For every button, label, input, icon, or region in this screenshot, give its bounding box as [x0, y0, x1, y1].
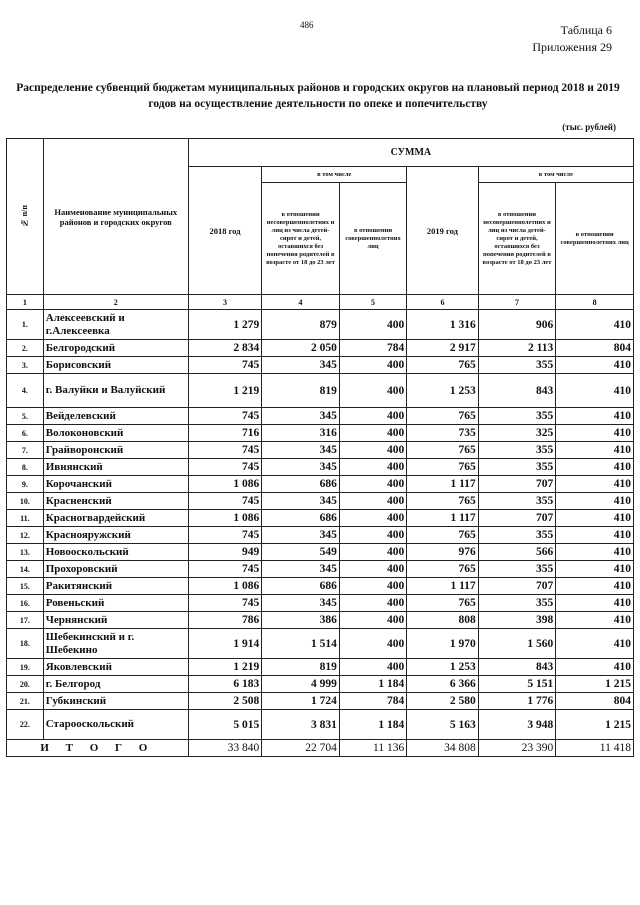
- amount-2018-minors: 345: [262, 408, 340, 425]
- amount-2019: 2 917: [407, 340, 478, 357]
- amount-2019: 765: [407, 527, 478, 544]
- amount-2018: 1 086: [188, 476, 262, 493]
- amount-2019-minors: 707: [478, 510, 556, 527]
- table-row: [7, 612, 634, 629]
- amount-2018: 716: [188, 425, 262, 442]
- district-name: Белгородский: [43, 340, 188, 357]
- row-number: 6.: [7, 425, 44, 442]
- amount-2018-minors: 345: [262, 442, 340, 459]
- amount-2019-minors: 355: [478, 459, 556, 476]
- table-row: [7, 659, 634, 676]
- table-row: [7, 408, 634, 425]
- subsidy-table: [6, 138, 634, 757]
- amount-2019-minors: 906: [478, 310, 556, 340]
- amount-2019-minors: 1 776: [478, 693, 556, 710]
- header-col-name: Наименование муниципальных районов и городских округов: [43, 139, 188, 295]
- column-number: 3: [188, 295, 262, 310]
- header-in-that-number-2019: в том числе: [478, 167, 633, 183]
- district-name: Алексеевский и г.Алексеевка: [43, 310, 188, 340]
- amount-2019-minors: 843: [478, 659, 556, 676]
- amount-2019-adults: 410: [556, 578, 634, 595]
- amount-2019-minors: 5 151: [478, 676, 556, 693]
- amount-2019-minors: 355: [478, 595, 556, 612]
- amount-2018-adults: 400: [339, 425, 406, 442]
- annex-label-block: [532, 22, 612, 56]
- row-number: 18.: [7, 629, 44, 659]
- row-number: 2.: [7, 340, 44, 357]
- table-row: [7, 459, 634, 476]
- amount-2018: 2 834: [188, 340, 262, 357]
- column-number: 5: [339, 295, 406, 310]
- amount-2018: 745: [188, 442, 262, 459]
- amount-2019-adults: 410: [556, 493, 634, 510]
- amount-2018: 1 086: [188, 510, 262, 527]
- table-row: [7, 676, 634, 693]
- district-name: г. Белгород: [43, 676, 188, 693]
- row-number: 22.: [7, 710, 44, 740]
- column-number: 4: [262, 295, 340, 310]
- amount-2019-adults: 410: [556, 527, 634, 544]
- amount-2019: 1 316: [407, 310, 478, 340]
- amount-2019-minors: 566: [478, 544, 556, 561]
- row-number: 21.: [7, 693, 44, 710]
- amount-2018-adults: 400: [339, 442, 406, 459]
- amount-2018-minors: 1 514: [262, 629, 340, 659]
- column-number: 2: [43, 295, 188, 310]
- district-name: Новооскольский: [43, 544, 188, 561]
- amount-2019: 1 253: [407, 374, 478, 408]
- row-number: 4.: [7, 374, 44, 408]
- amount-2018-minors: 386: [262, 612, 340, 629]
- district-name: Ивнянский: [43, 459, 188, 476]
- amount-2018-minors: 345: [262, 357, 340, 374]
- district-name: Волоконовский: [43, 425, 188, 442]
- amount-2018-minors: 686: [262, 476, 340, 493]
- amount-2019-adults: 410: [556, 612, 634, 629]
- row-number: 7.: [7, 442, 44, 459]
- amount-2018: 745: [188, 493, 262, 510]
- amount-2019: 5 163: [407, 710, 478, 740]
- total-2018: 33 840: [188, 740, 262, 757]
- amount-2018-adults: 1 184: [339, 710, 406, 740]
- amount-2018-minors: 879: [262, 310, 340, 340]
- table-row: [7, 527, 634, 544]
- row-number: 9.: [7, 476, 44, 493]
- amount-2019-adults: 804: [556, 693, 634, 710]
- district-name: Старооскольский: [43, 710, 188, 740]
- column-number: 1: [7, 295, 44, 310]
- table-row: [7, 442, 634, 459]
- amount-2018-minors: 4 999: [262, 676, 340, 693]
- total-2019: 34 808: [407, 740, 478, 757]
- amount-2018-minors: 2 050: [262, 340, 340, 357]
- amount-2018-adults: 400: [339, 493, 406, 510]
- table-row: [7, 493, 634, 510]
- amount-2018-adults: 400: [339, 310, 406, 340]
- row-number: 16.: [7, 595, 44, 612]
- amount-2019: 1 117: [407, 476, 478, 493]
- amount-2019: 2 580: [407, 693, 478, 710]
- header-2018-adults: в отношении совершеннолетних лиц: [339, 183, 406, 295]
- header-sum: СУММА: [188, 139, 633, 167]
- amount-2019-adults: 410: [556, 476, 634, 493]
- total-2018-minors: 22 704: [262, 740, 340, 757]
- table-row: [7, 595, 634, 612]
- amount-2018-adults: 400: [339, 527, 406, 544]
- header-in-that-number-2018: в том числе: [262, 167, 407, 183]
- district-name: Краснояружский: [43, 527, 188, 544]
- total-2019-minors: 23 390: [478, 740, 556, 757]
- amount-2019-adults: 1 215: [556, 676, 634, 693]
- amount-2018-minors: 316: [262, 425, 340, 442]
- amount-2019-minors: 398: [478, 612, 556, 629]
- amount-2018-minors: 819: [262, 659, 340, 676]
- amount-2019-minors: 843: [478, 374, 556, 408]
- amount-2018: 745: [188, 527, 262, 544]
- amount-2019-minors: 355: [478, 408, 556, 425]
- amount-2018-adults: 1 184: [339, 676, 406, 693]
- district-name: Чернянский: [43, 612, 188, 629]
- amount-2018-adults: 400: [339, 544, 406, 561]
- header-2019-adults: в отношении совершеннолетних лиц: [556, 183, 634, 295]
- table-row: [7, 310, 634, 340]
- amount-2018-minors: 345: [262, 527, 340, 544]
- amount-2019-minors: 325: [478, 425, 556, 442]
- table-row: [7, 561, 634, 578]
- amount-2018-adults: 400: [339, 612, 406, 629]
- amount-2018: 786: [188, 612, 262, 629]
- amount-2018-minors: 345: [262, 459, 340, 476]
- amount-2019-adults: 804: [556, 340, 634, 357]
- amount-2019-minors: 355: [478, 527, 556, 544]
- table-row: [7, 425, 634, 442]
- amount-2018-adults: 400: [339, 595, 406, 612]
- row-number: 17.: [7, 612, 44, 629]
- amount-2018-minors: 3 831: [262, 710, 340, 740]
- total-label: И Т О Г О: [7, 740, 189, 757]
- row-number: 20.: [7, 676, 44, 693]
- total-2019-adults: 11 418: [556, 740, 634, 757]
- header-2018: 2018 год: [188, 167, 262, 295]
- header-2018-minors: в отношении несовершеннолетних и лиц из числа детей-сирот и детей, оставшихся без попечения родителей в возрасте от 18 до 23 лет: [262, 183, 340, 295]
- amount-2018: 745: [188, 459, 262, 476]
- header-2019: 2019 год: [407, 167, 478, 295]
- amount-2018-minors: 345: [262, 493, 340, 510]
- amount-2019: 735: [407, 425, 478, 442]
- amount-2019-adults: 410: [556, 595, 634, 612]
- amount-2019-minors: 355: [478, 561, 556, 578]
- row-number: 12.: [7, 527, 44, 544]
- amount-2018-minors: 1 724: [262, 693, 340, 710]
- amount-2018-adults: 400: [339, 629, 406, 659]
- amount-2018: 949: [188, 544, 262, 561]
- amount-2019: 765: [407, 408, 478, 425]
- district-name: Ракитянский: [43, 578, 188, 595]
- amount-2019-minors: 355: [478, 357, 556, 374]
- amount-2018-adults: 784: [339, 693, 406, 710]
- amount-2019-adults: 1 215: [556, 710, 634, 740]
- amount-2019: 765: [407, 357, 478, 374]
- district-name: Красногвардейский: [43, 510, 188, 527]
- amount-2018: 1 219: [188, 659, 262, 676]
- amount-2018-adults: 400: [339, 357, 406, 374]
- column-number: 8: [556, 295, 634, 310]
- amount-2019-minors: 1 560: [478, 629, 556, 659]
- amount-2019-adults: 410: [556, 425, 634, 442]
- amount-2019-minors: 3 948: [478, 710, 556, 740]
- row-number: 10.: [7, 493, 44, 510]
- amount-2018: 5 015: [188, 710, 262, 740]
- amount-2019-minors: 707: [478, 476, 556, 493]
- amount-2018-adults: 400: [339, 408, 406, 425]
- table-row: [7, 544, 634, 561]
- table-row: [7, 476, 634, 493]
- page-number: 486: [300, 20, 314, 30]
- amount-2018-minors: 345: [262, 561, 340, 578]
- column-numbers-row: [7, 295, 634, 310]
- annex-label: Приложения 29: [532, 40, 612, 54]
- unit-label: (тыс. рублей): [562, 122, 616, 132]
- amount-2018-adults: 400: [339, 476, 406, 493]
- table-label: Таблица 6: [560, 23, 612, 37]
- amount-2019-adults: 410: [556, 408, 634, 425]
- amount-2018-minors: 549: [262, 544, 340, 561]
- amount-2019-adults: 410: [556, 459, 634, 476]
- district-name: Шебекинский и г. Шебекино: [43, 629, 188, 659]
- amount-2018-adults: 400: [339, 510, 406, 527]
- amount-2019: 765: [407, 595, 478, 612]
- district-name: Вейделевский: [43, 408, 188, 425]
- amount-2019-minors: 355: [478, 493, 556, 510]
- table-row: [7, 357, 634, 374]
- table-row: [7, 374, 634, 408]
- amount-2018: 2 508: [188, 693, 262, 710]
- header-2019-minors: в отношении несовершеннолетних и лиц из числа детей-сирот и детей, оставшихся без попечения родителей в возрасте от 18 до 23 лет: [478, 183, 556, 295]
- table-row: [7, 578, 634, 595]
- amount-2019: 6 366: [407, 676, 478, 693]
- amount-2019: 976: [407, 544, 478, 561]
- amount-2018: 1 279: [188, 310, 262, 340]
- district-name: Красненский: [43, 493, 188, 510]
- district-name: Яковлевский: [43, 659, 188, 676]
- row-number: 3.: [7, 357, 44, 374]
- amount-2019-adults: 410: [556, 442, 634, 459]
- district-name: г. Валуйки и Валуйский: [43, 374, 188, 408]
- district-name: Ровеньский: [43, 595, 188, 612]
- document-title: Распределение субвенций бюджетам муниципальных районов и городских округов на плановый период 2018 и 2019 годов на осуществление деятельности по опеке и попечительству: [16, 82, 620, 110]
- table-row: [7, 340, 634, 357]
- row-number: 11.: [7, 510, 44, 527]
- amount-2018: 6 183: [188, 676, 262, 693]
- amount-2019-minors: 2 113: [478, 340, 556, 357]
- total-row: [7, 740, 634, 757]
- row-number: 19.: [7, 659, 44, 676]
- amount-2018-minors: 345: [262, 595, 340, 612]
- amount-2019-minors: 707: [478, 578, 556, 595]
- amount-2019-adults: 410: [556, 374, 634, 408]
- amount-2018: 1 914: [188, 629, 262, 659]
- amount-2018-minors: 686: [262, 578, 340, 595]
- row-number: 5.: [7, 408, 44, 425]
- amount-2018-minors: 686: [262, 510, 340, 527]
- amount-2019-adults: 410: [556, 629, 634, 659]
- amount-2019-adults: 410: [556, 659, 634, 676]
- amount-2018: 1 219: [188, 374, 262, 408]
- amount-2018: 745: [188, 561, 262, 578]
- row-number: 13.: [7, 544, 44, 561]
- amount-2019-adults: 410: [556, 310, 634, 340]
- amount-2018-adults: 400: [339, 374, 406, 408]
- amount-2018-adults: 400: [339, 459, 406, 476]
- row-number: 14.: [7, 561, 44, 578]
- amount-2019: 765: [407, 493, 478, 510]
- amount-2018-adults: 400: [339, 578, 406, 595]
- district-name: Прохоровский: [43, 561, 188, 578]
- district-name: Губкинский: [43, 693, 188, 710]
- district-name: Грайворонский: [43, 442, 188, 459]
- column-number: 7: [478, 295, 556, 310]
- amount-2019-minors: 355: [478, 442, 556, 459]
- table-row: [7, 510, 634, 527]
- amount-2018: 745: [188, 595, 262, 612]
- amount-2019: 765: [407, 442, 478, 459]
- amount-2019-adults: 410: [556, 510, 634, 527]
- amount-2018: 1 086: [188, 578, 262, 595]
- amount-2019-adults: 410: [556, 544, 634, 561]
- amount-2018: 745: [188, 408, 262, 425]
- amount-2018-adults: 400: [339, 561, 406, 578]
- amount-2019: 1 253: [407, 659, 478, 676]
- amount-2019: 765: [407, 459, 478, 476]
- district-name: Корочанский: [43, 476, 188, 493]
- table-row: [7, 710, 634, 740]
- amount-2018-adults: 400: [339, 659, 406, 676]
- amount-2018: 745: [188, 357, 262, 374]
- total-2018-adults: 11 136: [339, 740, 406, 757]
- row-number: 15.: [7, 578, 44, 595]
- amount-2019: 1 117: [407, 578, 478, 595]
- amount-2019: 1 970: [407, 629, 478, 659]
- amount-2019: 1 117: [407, 510, 478, 527]
- amount-2018-adults: 784: [339, 340, 406, 357]
- amount-2019: 765: [407, 561, 478, 578]
- table-row: [7, 629, 634, 659]
- row-number: 8.: [7, 459, 44, 476]
- header-col-number: № п/п: [7, 139, 44, 295]
- amount-2019-adults: 410: [556, 357, 634, 374]
- amount-2018-minors: 819: [262, 374, 340, 408]
- district-name: Борисовский: [43, 357, 188, 374]
- table-row: [7, 693, 634, 710]
- amount-2019: 808: [407, 612, 478, 629]
- amount-2019-adults: 410: [556, 561, 634, 578]
- column-number: 6: [407, 295, 478, 310]
- row-number: 1.: [7, 310, 44, 340]
